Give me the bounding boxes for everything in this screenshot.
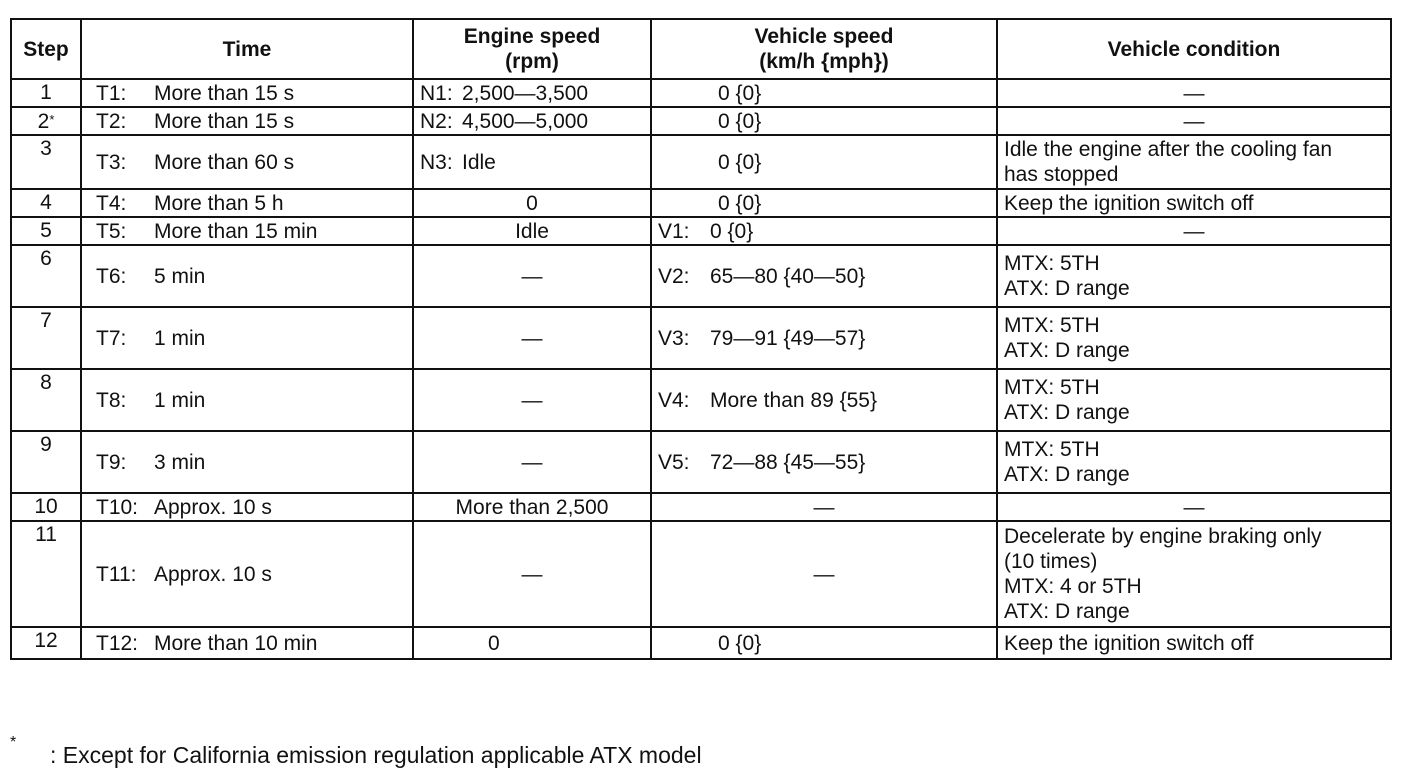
engine-speed-value: 0 bbox=[526, 191, 538, 215]
table-row bbox=[11, 369, 1391, 431]
engine-speed-cell bbox=[413, 493, 651, 521]
table-row bbox=[11, 217, 1391, 245]
vehicle-speed-cell bbox=[651, 493, 997, 521]
engine-speed-cell bbox=[413, 307, 651, 369]
table-row bbox=[11, 245, 1391, 307]
time-cell bbox=[81, 189, 413, 217]
table-body bbox=[11, 79, 1391, 659]
step-cell bbox=[11, 369, 81, 431]
time-cell bbox=[81, 431, 413, 493]
vehicle-speed-label: V2: bbox=[658, 264, 690, 288]
table-row bbox=[11, 627, 1391, 659]
condition-line: ATX: D range bbox=[1004, 463, 1130, 486]
table-row bbox=[11, 79, 1391, 107]
engine-speed-value: — bbox=[521, 264, 543, 288]
vehicle-speed-value: 0 {0} bbox=[718, 631, 762, 655]
engine-speed-cell bbox=[413, 521, 651, 627]
engine-speed-cell bbox=[413, 245, 651, 307]
engine-speed-cell bbox=[413, 431, 651, 493]
step-cell bbox=[11, 431, 81, 493]
time-label: T8: bbox=[96, 388, 127, 412]
vehicle-speed-cell bbox=[651, 369, 997, 431]
time-cell bbox=[81, 307, 413, 369]
vehicle-speed-cell bbox=[651, 107, 997, 135]
condition-line: (10 times) bbox=[1004, 550, 1098, 573]
condition-line: — bbox=[1183, 109, 1205, 133]
header-step: Step bbox=[11, 19, 81, 79]
step-number: 6 bbox=[40, 247, 52, 270]
vehicle-speed-cell bbox=[651, 79, 997, 107]
time-value: More than 15 s bbox=[154, 81, 295, 105]
time-label: T2: bbox=[96, 109, 127, 133]
header-time: Time bbox=[81, 19, 413, 79]
engine-speed-label: N3: bbox=[420, 150, 453, 174]
vehicle-speed-label: V5: bbox=[658, 450, 690, 474]
time-value: 1 min bbox=[154, 326, 206, 350]
time-value: More than 60 s bbox=[154, 150, 295, 174]
vehicle-condition-cell bbox=[997, 245, 1391, 307]
time-value: More than 15 min bbox=[154, 219, 318, 243]
time-value: More than 10 min bbox=[154, 631, 318, 655]
time-value: 3 min bbox=[154, 450, 206, 474]
header-vehicle-condition: Vehicle condition bbox=[997, 19, 1391, 79]
vehicle-speed-value: 72—88 {45—55} bbox=[710, 450, 866, 474]
condition-line: ATX: D range bbox=[1004, 401, 1130, 424]
engine-speed-value: Idle bbox=[515, 219, 549, 243]
engine-speed-value: — bbox=[521, 388, 543, 412]
step-number: 12 bbox=[34, 629, 58, 652]
step-cell bbox=[11, 107, 81, 135]
step-cell bbox=[11, 521, 81, 627]
vehicle-speed-value: More than 89 {55} bbox=[710, 388, 877, 412]
condition-line: — bbox=[1183, 81, 1205, 105]
table-header-row bbox=[11, 19, 1391, 79]
vehicle-speed-cell bbox=[651, 245, 997, 307]
vehicle-speed-value: — bbox=[813, 495, 835, 519]
vehicle-condition-cell bbox=[997, 493, 1391, 521]
vehicle-speed-value: 0 {0} bbox=[718, 109, 762, 133]
time-cell bbox=[81, 135, 413, 189]
condition-line: ATX: D range bbox=[1004, 600, 1130, 623]
vehicle-speed-label: V3: bbox=[658, 326, 690, 350]
vehicle-speed-value: 0 {0} bbox=[718, 150, 762, 174]
table-row bbox=[11, 307, 1391, 369]
step-footnote-mark: * bbox=[49, 111, 55, 127]
vehicle-speed-label: V4: bbox=[658, 388, 690, 412]
footnote bbox=[10, 734, 702, 769]
vehicle-speed-cell bbox=[651, 431, 997, 493]
header-engine-speed bbox=[413, 19, 651, 79]
time-label: T5: bbox=[96, 219, 127, 243]
time-value: Approx. 10 s bbox=[154, 495, 272, 519]
time-cell bbox=[81, 627, 413, 659]
step-number: 1 bbox=[40, 81, 52, 104]
vehicle-condition-cell bbox=[997, 307, 1391, 369]
condition-line: MTX: 4 or 5TH bbox=[1004, 575, 1142, 598]
time-label: T10: bbox=[96, 495, 139, 519]
table-row bbox=[11, 521, 1391, 627]
vehicle-speed-cell bbox=[651, 627, 997, 659]
condition-line: Idle the engine after the cooling fan bbox=[1004, 138, 1333, 161]
engine-speed-cell bbox=[413, 135, 651, 189]
table-row bbox=[11, 493, 1391, 521]
step-cell bbox=[11, 79, 81, 107]
condition-line: Keep the ignition switch off bbox=[1004, 631, 1254, 655]
engine-speed-value: 4,500—5,000 bbox=[462, 109, 589, 133]
vehicle-speed-value: 0 {0} bbox=[718, 81, 762, 105]
time-label: T12: bbox=[96, 631, 139, 655]
time-value: 5 min bbox=[154, 264, 206, 288]
step-cell bbox=[11, 245, 81, 307]
engine-speed-value: Idle bbox=[462, 150, 496, 174]
vehicle-speed-value: 0 {0} bbox=[718, 191, 762, 215]
step-number: 3 bbox=[40, 137, 52, 160]
time-cell bbox=[81, 79, 413, 107]
condition-line: Keep the ignition switch off bbox=[1004, 191, 1254, 215]
engine-speed-value: — bbox=[521, 562, 543, 586]
time-label: T11: bbox=[96, 562, 137, 586]
condition-line: — bbox=[1183, 219, 1205, 243]
engine-speed-cell bbox=[413, 79, 651, 107]
engine-speed-label: N1: bbox=[420, 81, 453, 105]
table-row bbox=[11, 189, 1391, 217]
time-cell bbox=[81, 217, 413, 245]
header-vehicle-line1: Vehicle speed bbox=[754, 25, 894, 48]
header-engine-line1: Engine speed bbox=[463, 25, 601, 48]
condition-line: MTX: 5TH bbox=[1004, 314, 1100, 337]
vehicle-speed-value: 0 {0} bbox=[710, 219, 754, 243]
condition-line: ATX: D range bbox=[1004, 339, 1130, 362]
engine-speed-value: — bbox=[521, 450, 543, 474]
step-cell bbox=[11, 189, 81, 217]
vehicle-speed-value: 79—91 {49—57} bbox=[710, 326, 866, 350]
vehicle-speed-cell bbox=[651, 135, 997, 189]
time-cell bbox=[81, 245, 413, 307]
engine-speed-value: More than 2,500 bbox=[455, 495, 609, 519]
engine-speed-cell bbox=[413, 107, 651, 135]
vehicle-speed-value: 65—80 {40—50} bbox=[710, 264, 866, 288]
vehicle-condition-cell bbox=[997, 135, 1391, 189]
vehicle-condition-cell bbox=[997, 627, 1391, 659]
condition-line: MTX: 5TH bbox=[1004, 376, 1100, 399]
time-cell bbox=[81, 493, 413, 521]
engine-speed-value: 2,500—3,500 bbox=[462, 81, 589, 105]
time-label: T6: bbox=[96, 264, 127, 288]
vehicle-condition-cell bbox=[997, 369, 1391, 431]
engine-speed-value: — bbox=[521, 326, 543, 350]
step-cell bbox=[11, 135, 81, 189]
time-cell bbox=[81, 107, 413, 135]
step-cell bbox=[11, 627, 81, 659]
table-row bbox=[11, 135, 1391, 189]
header-vehicle-speed bbox=[651, 19, 997, 79]
engine-speed-cell bbox=[413, 189, 651, 217]
engine-speed-value: 0 bbox=[488, 631, 500, 655]
time-label: T4: bbox=[96, 191, 127, 215]
vehicle-condition-cell bbox=[997, 79, 1391, 107]
step-number: 9 bbox=[40, 433, 52, 456]
step-number: 4 bbox=[40, 191, 52, 214]
step-cell bbox=[11, 493, 81, 521]
time-label: T1: bbox=[96, 81, 127, 105]
vehicle-speed-label: V1: bbox=[658, 219, 690, 243]
condition-line: has stopped bbox=[1004, 163, 1119, 186]
footnote-text: : Except for California emission regulation applicable ATX model bbox=[50, 742, 702, 768]
header-vehicle-line2: (km/h {mph}) bbox=[759, 50, 889, 73]
vehicle-speed-cell bbox=[651, 189, 997, 217]
step-cell bbox=[11, 307, 81, 369]
time-value: More than 5 h bbox=[154, 191, 284, 215]
condition-line: MTX: 5TH bbox=[1004, 252, 1100, 275]
vehicle-speed-cell bbox=[651, 521, 997, 627]
step-number: 2 bbox=[37, 109, 50, 133]
engine-speed-cell bbox=[413, 369, 651, 431]
vehicle-condition-cell bbox=[997, 521, 1391, 627]
time-cell bbox=[81, 369, 413, 431]
table-row bbox=[11, 431, 1391, 493]
engine-speed-label: N2: bbox=[420, 109, 453, 133]
vehicle-speed-value: — bbox=[813, 562, 835, 586]
table-row bbox=[11, 107, 1391, 135]
engine-speed-cell bbox=[413, 217, 651, 245]
vehicle-condition-cell bbox=[997, 431, 1391, 493]
step-number: 5 bbox=[40, 219, 52, 242]
step-number: 10 bbox=[34, 495, 58, 518]
header-engine-line2: (rpm) bbox=[505, 50, 559, 73]
time-label: T9: bbox=[96, 450, 127, 474]
time-cell bbox=[81, 521, 413, 627]
condition-line: MTX: 5TH bbox=[1004, 438, 1100, 461]
drive-cycle-table bbox=[10, 18, 1392, 660]
engine-speed-cell bbox=[413, 627, 651, 659]
step-number: 8 bbox=[40, 371, 52, 394]
footnote-mark: * bbox=[10, 734, 17, 751]
vehicle-condition-cell bbox=[997, 189, 1391, 217]
step-number: 11 bbox=[35, 523, 57, 546]
vehicle-condition-cell bbox=[997, 217, 1391, 245]
time-label: T7: bbox=[96, 326, 127, 350]
step-cell bbox=[11, 217, 81, 245]
time-value: 1 min bbox=[154, 388, 206, 412]
condition-line: ATX: D range bbox=[1004, 277, 1130, 300]
condition-line: Decelerate by engine braking only bbox=[1004, 525, 1322, 548]
vehicle-condition-cell bbox=[997, 107, 1391, 135]
time-value: Approx. 10 s bbox=[154, 562, 272, 586]
vehicle-speed-cell bbox=[651, 217, 997, 245]
step-number: 7 bbox=[40, 309, 52, 332]
time-value: More than 15 s bbox=[154, 109, 295, 133]
vehicle-speed-cell bbox=[651, 307, 997, 369]
condition-line: — bbox=[1183, 495, 1205, 519]
time-label: T3: bbox=[96, 150, 127, 174]
